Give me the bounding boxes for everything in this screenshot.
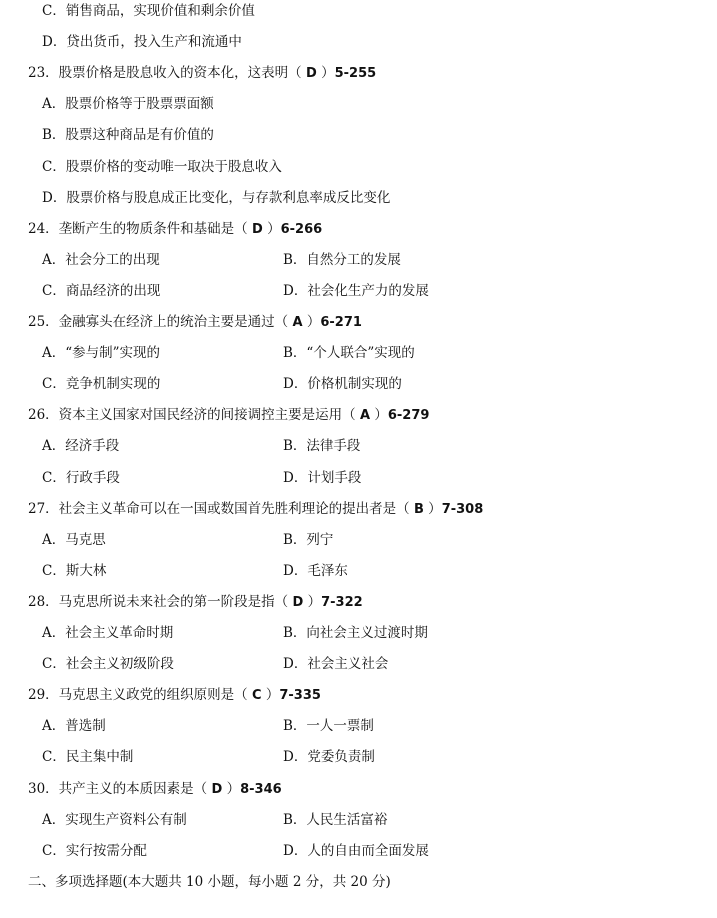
- option-text: A．股票价格等于股票票面额: [42, 96, 214, 113]
- option-right: B．“个人联合”实现的: [283, 345, 415, 362]
- option-right: D．价格机制实现的: [283, 376, 402, 393]
- answer-letter: D: [211, 781, 223, 797]
- option-pair-line: [0, 463, 717, 494]
- option-pair-line: [0, 649, 717, 680]
- question-text: [28, 494, 483, 525]
- option-text: B．股票这种商品是有价值的: [42, 127, 214, 144]
- answer-letter: A: [359, 408, 371, 424]
- option-right: D．人的自由而全面发展: [283, 842, 429, 859]
- question-stem: 24．垄断产生的物质条件和基础是（: [28, 220, 252, 237]
- option-right: D．社会化生产力的发展: [283, 282, 429, 299]
- page-reference: 7-335: [279, 688, 321, 704]
- option-text: C．股票价格的变动唯一取决于股息收入: [42, 158, 282, 175]
- page-reference: 8-346: [240, 781, 282, 797]
- option-right: B．一人一票制: [283, 718, 374, 735]
- answer-bracket-close: ）: [261, 687, 280, 704]
- option-pair-line: [0, 525, 717, 556]
- answer-bracket-close: ）: [423, 500, 442, 517]
- option-left: A．实现生产资料公有制: [42, 811, 187, 828]
- question-text: [28, 307, 362, 338]
- question-stem: 23．股票价格是股息收入的资本化，这表明（: [28, 65, 306, 82]
- page-reference: 6-271: [320, 315, 362, 330]
- option-left: C．民主集中制: [42, 749, 134, 766]
- page-reference: 6-279: [387, 408, 430, 424]
- option-pair-line: [0, 711, 717, 742]
- option-right: B．法律手段: [283, 438, 361, 455]
- answer-bracket-close: ）: [303, 593, 322, 610]
- question-line: [0, 307, 717, 338]
- answer-letter: D: [251, 221, 263, 237]
- option-left: A．普选制: [42, 718, 106, 735]
- question-line: [0, 680, 717, 711]
- answer-letter: A: [292, 315, 303, 330]
- option-right: D．社会主义社会: [283, 656, 389, 673]
- option-left: A．马克思: [42, 531, 106, 548]
- option-left: C．实行按需分配: [42, 842, 147, 859]
- option-pair-line: [0, 742, 717, 773]
- option-left: C．商品经济的出现: [42, 282, 161, 299]
- page-reference: 5-255: [334, 66, 377, 82]
- page-reference: 7-308: [441, 501, 484, 517]
- option-line: [0, 0, 717, 27]
- question-stem: 26．资本主义国家对国民经济的间接调控主要是运用（: [28, 407, 360, 424]
- option-pair-line: [0, 369, 717, 400]
- answer-letter: C: [251, 688, 262, 704]
- question-text: [28, 400, 429, 431]
- section-heading: [0, 867, 717, 898]
- option-text: D．股票价格与股息成正比变化，与存款利息率成反比变化: [42, 189, 391, 206]
- option-text: C．销售商品，实现价值和剩余价值: [42, 3, 255, 19]
- question-line: [0, 774, 717, 805]
- question-line: [0, 587, 717, 618]
- option-left: C．社会主义初级阶段: [42, 656, 174, 673]
- option-pair-line: [0, 276, 717, 307]
- option-line: [0, 120, 717, 151]
- option-line: [0, 183, 717, 214]
- option-pair-line: [0, 618, 717, 649]
- option-left: A．社会分工的出现: [42, 251, 160, 268]
- option-right: B．人民生活富裕: [283, 811, 388, 828]
- option-text: D．贷出货币，投入生产和流通中: [42, 34, 242, 51]
- option-left: A．经济手段: [42, 438, 120, 455]
- option-right: B．列宁: [283, 531, 334, 548]
- option-line: [0, 152, 717, 183]
- question-text: [28, 58, 376, 89]
- question-stem: 28．马克思所说未来社会的第一阶段是指（: [28, 593, 293, 610]
- question-line: [0, 400, 717, 431]
- option-pair-line: [0, 245, 717, 276]
- option-left: C．竞争机制实现的: [42, 376, 161, 393]
- question-text: [28, 587, 363, 618]
- option-right: D．计划手段: [283, 469, 362, 486]
- answer-bracket-close: ）: [370, 407, 388, 424]
- option-left: C．斯大林: [42, 562, 107, 579]
- question-stem: 30．共产主义的本质因素是（: [28, 780, 212, 797]
- option-right: B．向社会主义过渡时期: [283, 625, 428, 641]
- question-text: [28, 680, 321, 711]
- option-line: [0, 27, 717, 58]
- option-right: D．党委负责制: [283, 749, 375, 766]
- option-right: D．毛泽东: [283, 562, 348, 579]
- page-reference: 7-322: [321, 594, 363, 610]
- option-pair-line: [0, 836, 717, 867]
- answer-bracket-close: ）: [316, 65, 335, 82]
- answer-bracket-close: ）: [302, 314, 321, 330]
- option-left: A．“参与制”实现的: [42, 345, 161, 362]
- option-pair-line: [0, 805, 717, 836]
- question-line: [0, 58, 717, 89]
- answer-letter: D: [292, 594, 304, 610]
- option-pair-line: [0, 556, 717, 587]
- option-left: A．社会主义革命时期: [42, 625, 174, 641]
- section-title: 二、多项选择题(本大题共 10 小题，每小题 2 分，共 20 分): [28, 873, 391, 890]
- question-stem: 27．社会主义革命可以在一国或数国首先胜利理论的提出者是（: [28, 500, 414, 517]
- answer-letter: D: [305, 66, 317, 82]
- option-right: B．自然分工的发展: [283, 251, 401, 268]
- option-pair-line: [0, 431, 717, 462]
- question-stem: 29．马克思主义政党的组织原则是（: [28, 687, 252, 704]
- question-line: [0, 494, 717, 525]
- question-text: [28, 774, 282, 805]
- question-stem: 25．金融寡头在经济上的统治主要是通过（: [28, 314, 293, 330]
- answer-letter: B: [413, 501, 424, 517]
- option-line: [0, 89, 717, 120]
- answer-bracket-close: ）: [262, 220, 281, 237]
- question-text: [28, 214, 322, 245]
- answer-bracket-close: ）: [222, 780, 241, 797]
- option-pair-line: [0, 338, 717, 369]
- page-reference: 6-266: [280, 221, 323, 237]
- option-left: C．行政手段: [42, 469, 120, 486]
- question-line: [0, 214, 717, 245]
